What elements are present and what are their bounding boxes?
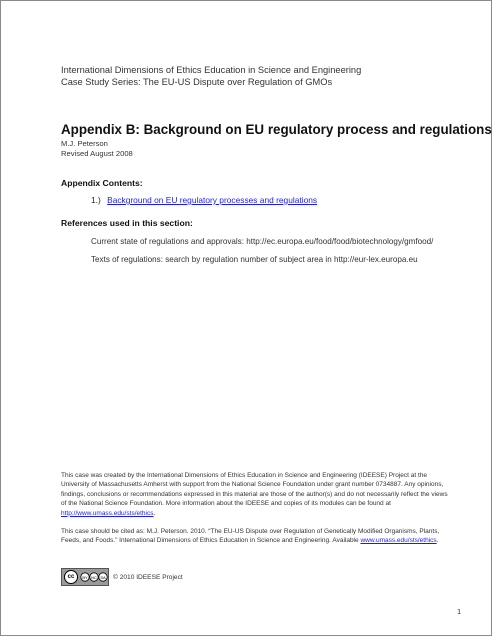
contents-item bbox=[91, 195, 317, 205]
footer-citation-text: This case should be cited as: M.J. Peterson. 2010. “The EU-US Dispute over Regulation of Genetically Modified Organisms, Plants, Feeds, and Foods.” International Dimensions of Ethics Education in Science and Engineering. Available bbox=[61, 528, 440, 545]
document-title: Appendix B: Background on EU regulatory process and regulations bbox=[61, 122, 492, 137]
references-heading: References used in this section: bbox=[61, 218, 193, 228]
page-header bbox=[61, 64, 361, 88]
reference-item: Current state of regulations and approvals: http://ec.europa.eu/food/food/biotechnology/gmfood/ bbox=[91, 237, 434, 246]
header-line-2: Case Study Series: The EU-US Dispute over Regulation of GMOs bbox=[61, 77, 333, 87]
cc-license-marks-icon bbox=[80, 571, 108, 583]
cc-mark-by: BY bbox=[82, 574, 88, 580]
revised-date: Revised August 2008 bbox=[61, 148, 133, 158]
page-number: 1 bbox=[457, 607, 462, 616]
author: M.J. Peterson bbox=[61, 139, 108, 148]
citation-website-link[interactable]: www.umass.edu/sts/ethics bbox=[360, 537, 437, 545]
footer-credit-end: . bbox=[153, 509, 156, 517]
cc-mark-nc: NC bbox=[91, 574, 97, 580]
contents-heading: Appendix Contents: bbox=[61, 178, 143, 188]
footer-citation-paragraph bbox=[61, 527, 451, 546]
cc-logo-icon: cc bbox=[64, 570, 78, 584]
footer-citation-end: . bbox=[436, 537, 439, 545]
contents-item-number: 1.) bbox=[91, 195, 101, 205]
footer-credit-paragraph bbox=[61, 471, 451, 518]
cc-mark-sa: SA bbox=[100, 574, 106, 580]
reference-item: Texts of regulations: search by regulation number of subject area in http://eur-lex.europa.eu bbox=[91, 255, 418, 264]
footer-credit-text: This case was created by the International Dimensions of Ethics Education in Science and Engineering (IDEESE) Project at the University of Massachusetts Amherst with support from the National Science Foundation under grant number 0734887. Any opinions, findings, conclusions or recommendations expressed in this material are those of the author(s) and do not necessarily reflect the views of the National Science Foundation. More information about the IDEESE and copies of its modules can be found at bbox=[61, 472, 448, 508]
license-row bbox=[61, 568, 183, 586]
header-line-1: International Dimensions of Ethics Education in Science and Engineering bbox=[61, 65, 362, 75]
copyright-text: © 2010 IDEESE Project bbox=[113, 573, 183, 581]
contents-item-link[interactable]: Background on EU regulatory processes and regulations bbox=[107, 195, 318, 205]
creative-commons-badge-icon[interactable] bbox=[61, 568, 109, 586]
document-meta bbox=[61, 139, 133, 158]
ideese-website-link[interactable]: http://www.umass.edu/sts/ethics bbox=[61, 509, 154, 517]
